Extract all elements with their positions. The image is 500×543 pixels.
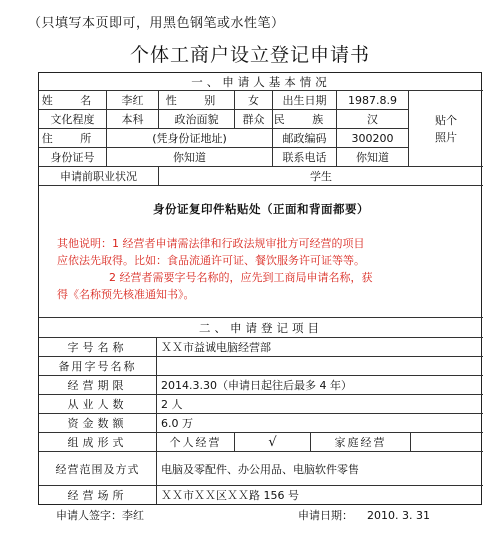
staff-label: 从业人数 <box>39 395 157 414</box>
page-title: 个体工商户设立登记申请书 <box>129 44 370 66</box>
trade-name-value[interactable]: ＸＸ市益诚电脑经营部 <box>157 338 483 357</box>
dob-value[interactable]: 1987.8.9 <box>337 91 409 110</box>
signature-label: 申请人签字： <box>56 509 122 522</box>
place-value[interactable]: ＸＸ市ＸＸ区ＸＸ路 156 号 <box>161 489 299 502</box>
alt-name-value[interactable] <box>157 357 483 376</box>
political-label: 政治面貌 <box>159 110 235 129</box>
scope-label: 经营范围及方式 <box>39 452 157 486</box>
section2-header: 二、申请登记项目 <box>39 318 483 338</box>
capital-value[interactable]: 6.0 万 <box>157 414 483 433</box>
date-label: 申请日期： <box>298 509 353 522</box>
other-notes <box>57 235 477 303</box>
address-value[interactable]: (凭身份证地址) <box>107 129 273 148</box>
trade-name-label: 字号名称 <box>39 338 157 357</box>
form-table <box>38 72 482 505</box>
gender-value[interactable]: 女 <box>235 91 273 110</box>
photo-text-line2: 照片 <box>435 130 457 144</box>
date-line <box>298 507 430 523</box>
ethnic-label: 民 族 <box>273 110 337 129</box>
place-label: 经营场所 <box>39 486 157 504</box>
date-value[interactable]: 2010. 3. 31 <box>367 509 430 522</box>
name-label: 姓 名 <box>39 91 107 110</box>
top-instruction: （只填写本页即可，用黑色钢笔或水性笔） <box>28 16 285 31</box>
phone-label: 联系电话 <box>273 148 337 167</box>
section1-header: 一、申请人基本情况 <box>39 73 483 91</box>
postcode-label: 邮政编码 <box>273 129 337 148</box>
org-form-family-checkbox[interactable] <box>411 433 483 452</box>
other-note-line2: 应依法先取得。比如：食品流通许可证、餐饮服务许可证等等。 <box>57 254 365 267</box>
period-label: 经营期限 <box>39 376 157 395</box>
id-number-label: 身份证号 <box>39 148 107 167</box>
photo-text-line1: 贴个 <box>435 113 457 127</box>
education-label: 文化程度 <box>39 110 107 129</box>
alt-name-label: 备用字号名称 <box>39 357 157 376</box>
name-value[interactable]: 李红 <box>107 91 159 110</box>
scope-value[interactable]: 电脑及零配件、办公用品、电脑软件零售 <box>157 452 483 486</box>
period-value[interactable]: 2014.3.30（申请日起往后最多 4 年） <box>157 376 483 395</box>
signature-value[interactable]: 李红 <box>122 509 144 522</box>
gender-label: 性 别 <box>159 91 235 110</box>
address-label: 住 所 <box>39 129 107 148</box>
capital-label: 资金数额 <box>39 414 157 433</box>
org-form-family: 家庭经营 <box>311 433 411 452</box>
signature-line <box>56 507 144 523</box>
id-number-value[interactable]: 你知道 <box>107 148 273 167</box>
prev-job-label: 申请前职业状况 <box>39 167 159 186</box>
org-form-label: 组成形式 <box>39 433 157 452</box>
phone-value[interactable]: 你知道 <box>337 148 409 167</box>
org-form-checkmark[interactable]: √ <box>235 433 311 452</box>
other-note-line4: 得《名称预先核准通知书》。 <box>57 288 195 301</box>
prev-job-value[interactable]: 学生 <box>159 167 483 186</box>
ethnic-value[interactable]: 汉 <box>337 110 409 129</box>
education-value[interactable]: 本科 <box>107 110 159 129</box>
political-value[interactable]: 群众 <box>235 110 273 129</box>
staff-value[interactable]: 2 人 <box>157 395 483 414</box>
other-note-line1: 其他说明：1 经营者申请需法律和行政法规审批方可经营的项目 <box>57 237 365 250</box>
photo-placeholder[interactable] <box>409 91 483 167</box>
dob-label: 出生日期 <box>273 91 337 110</box>
postcode-value[interactable]: 300200 <box>337 129 409 148</box>
id-copy-instruction: 身份证复印件粘贴处（正面和背面都要） <box>153 202 369 216</box>
other-note-line3: 2 经营者需要字号名称的，应先到工商局申请名称，获 <box>109 271 373 284</box>
org-form-individual: 个人经营 <box>157 433 235 452</box>
